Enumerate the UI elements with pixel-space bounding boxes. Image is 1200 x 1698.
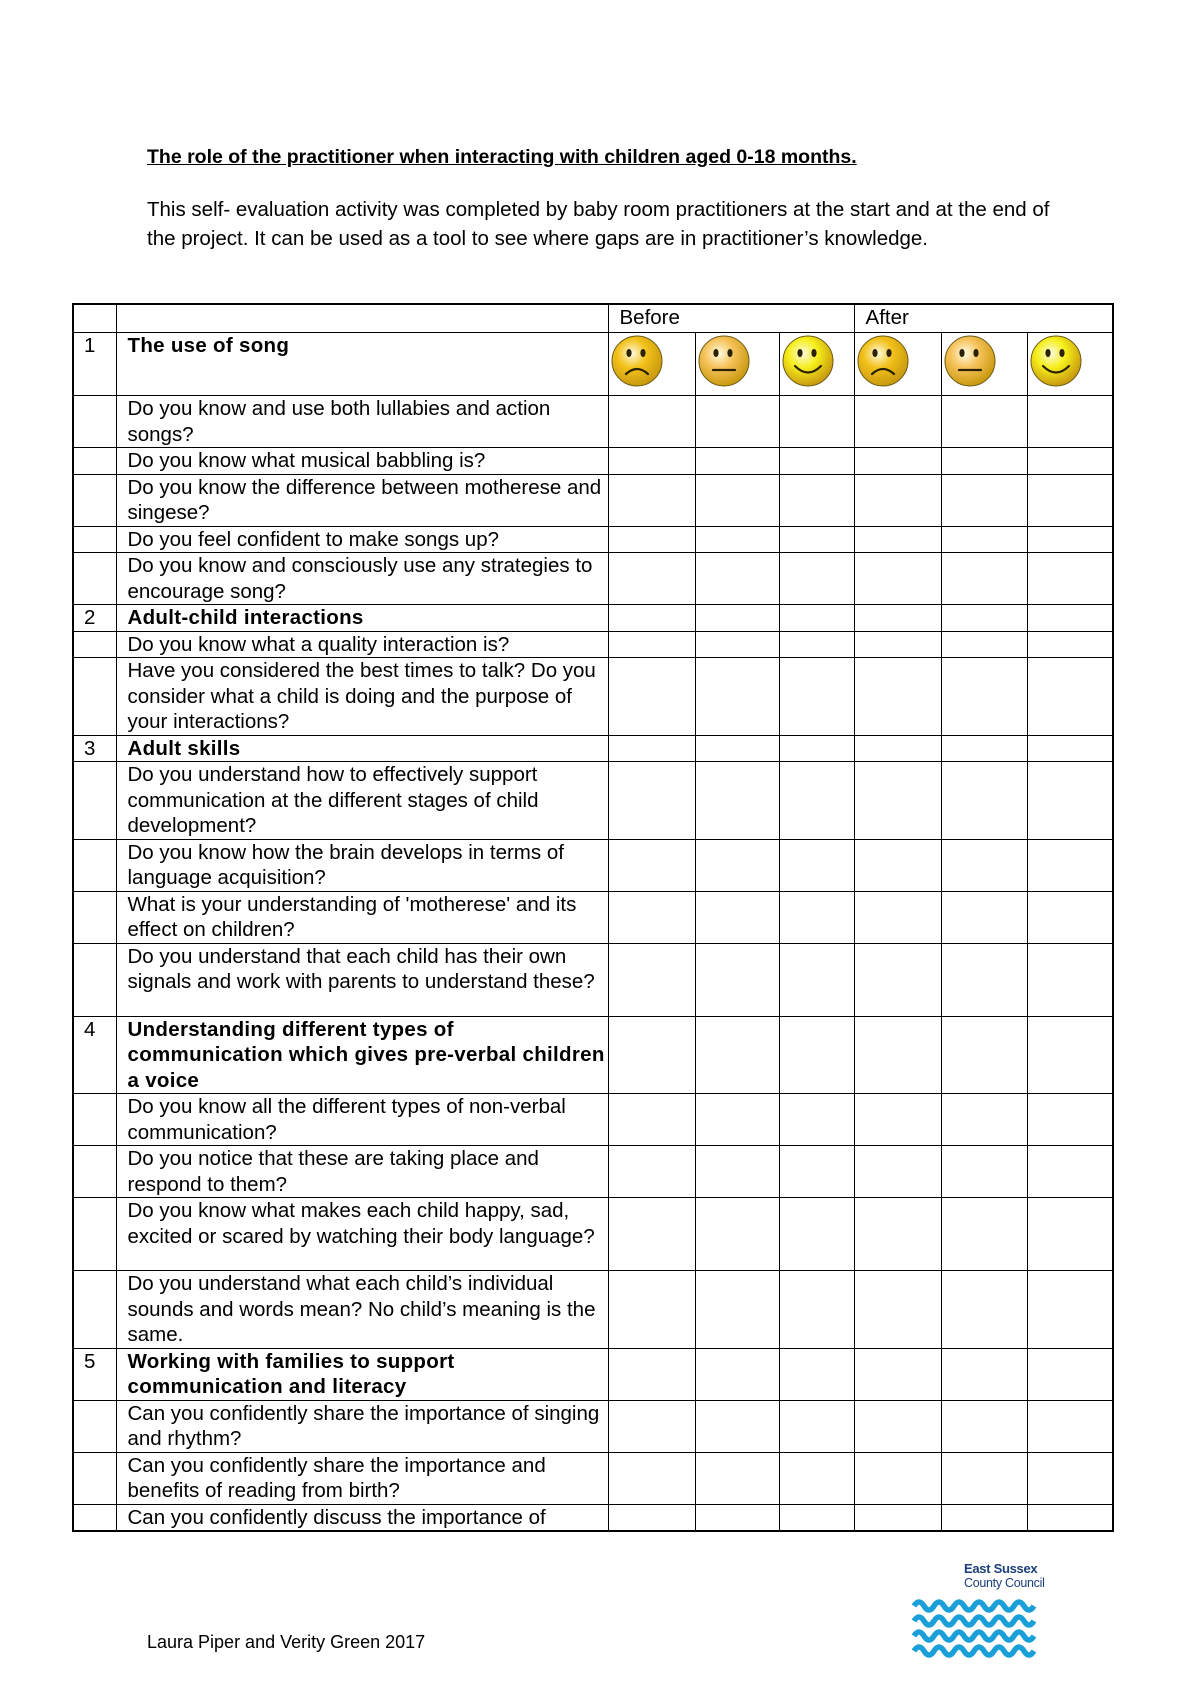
section-title: Adult-child interactions [116, 605, 608, 632]
after-rating-cell[interactable] [854, 448, 941, 475]
before-rating-cell[interactable] [779, 1094, 854, 1146]
after-rating-cell[interactable] [1027, 1271, 1113, 1349]
before-rating-cell [608, 332, 695, 396]
section-title: Adult skills [116, 735, 608, 762]
before-rating-cell[interactable] [779, 762, 854, 840]
before-rating-cell[interactable] [608, 943, 695, 1016]
before-rating-cell[interactable] [779, 605, 854, 632]
before-rating-cell[interactable] [695, 1400, 779, 1452]
sad-face-icon [855, 333, 911, 389]
after-rating-cell[interactable] [854, 605, 941, 632]
before-rating-cell[interactable] [695, 474, 779, 526]
after-rating-cell[interactable] [941, 605, 1027, 632]
section-title: The use of song [116, 332, 608, 396]
after-rating-cell[interactable] [854, 396, 941, 448]
question-text: Can you confidently share the importance of singing and rhythm? [116, 1400, 608, 1452]
after-rating-cell[interactable] [854, 1094, 941, 1146]
after-rating-cell[interactable] [1027, 735, 1113, 762]
after-rating-cell[interactable] [854, 943, 941, 1016]
after-rating-cell[interactable] [1027, 474, 1113, 526]
logo-wordmark: East Sussex County Council [964, 1561, 1045, 1590]
before-rating-cell[interactable] [695, 605, 779, 632]
before-rating-cell[interactable] [695, 396, 779, 448]
after-rating-cell[interactable] [1027, 448, 1113, 475]
after-rating-cell[interactable] [854, 1198, 941, 1271]
after-rating-cell[interactable] [941, 553, 1027, 605]
after-rating-cell[interactable] [854, 526, 941, 553]
after-rating-cell[interactable] [854, 1400, 941, 1452]
before-rating-cell[interactable] [779, 658, 854, 736]
before-rating-cell[interactable] [779, 631, 854, 658]
after-rating-cell[interactable] [1027, 1348, 1113, 1400]
before-rating-cell[interactable] [779, 891, 854, 943]
before-rating-cell[interactable] [695, 735, 779, 762]
before-rating-cell[interactable] [608, 553, 695, 605]
before-rating-cell[interactable] [695, 1198, 779, 1271]
section-number: 5 [73, 1348, 116, 1400]
before-rating-cell[interactable] [779, 448, 854, 475]
question-text: Do you know what a quality interaction is? [116, 631, 608, 658]
after-rating-cell[interactable] [941, 1016, 1027, 1094]
question-text: Do you understand how to effectively support communication at the different stages of child development? [116, 762, 608, 840]
after-rating-cell[interactable] [941, 1400, 1027, 1452]
question-row [73, 474, 1113, 526]
question-text: Do you know and use both lullabies and action songs? [116, 396, 608, 448]
after-rating-cell[interactable] [941, 1348, 1027, 1400]
section-row [73, 605, 1113, 632]
after-rating-cell[interactable] [854, 1016, 941, 1094]
after-rating-cell[interactable] [941, 1094, 1027, 1146]
after-rating-cell[interactable] [941, 631, 1027, 658]
after-rating-cell[interactable] [941, 1198, 1027, 1271]
after-rating-cell[interactable] [1027, 1198, 1113, 1271]
before-rating-cell[interactable] [695, 1271, 779, 1349]
after-rating-cell[interactable] [941, 1504, 1027, 1531]
question-text: Do you notice that these are taking place and respond to them? [116, 1146, 608, 1198]
before-rating-cell [695, 332, 779, 396]
before-rating-cell[interactable] [779, 1504, 854, 1531]
question-row [73, 1198, 1113, 1271]
question-text: Have you considered the best times to talk? Do you consider what a child is doing and the purpose of your interactions? [116, 658, 608, 736]
before-rating-cell[interactable] [779, 1198, 854, 1271]
after-rating-cell [854, 332, 941, 396]
after-rating-cell[interactable] [1027, 1094, 1113, 1146]
before-header: Before [608, 304, 854, 332]
east-sussex-wave-logo-icon [912, 1561, 1037, 1661]
before-rating-cell[interactable] [695, 1348, 779, 1400]
after-rating-cell[interactable] [1027, 1016, 1113, 1094]
question-row [73, 1146, 1113, 1198]
after-rating-cell[interactable] [941, 1146, 1027, 1198]
after-rating-cell[interactable] [941, 1271, 1027, 1349]
footer-credit: Laura Piper and Verity Green 2017 [147, 1632, 426, 1652]
after-rating-cell[interactable] [1027, 526, 1113, 553]
question-text: What is your understanding of 'motherese' and its effect on children? [116, 891, 608, 943]
question-row [73, 1504, 1113, 1531]
after-rating-cell[interactable] [941, 448, 1027, 475]
question-row [73, 1452, 1113, 1504]
intro-paragraph: This self- evaluation activity was completed by baby room practitioners at the start and at the end of the project. It can be used as a tool to see where gaps are in practitioner’s knowledge. [147, 198, 1050, 250]
question-row [73, 943, 1113, 1016]
after-rating-cell[interactable] [941, 891, 1027, 943]
after-rating-cell[interactable] [854, 1452, 941, 1504]
before-rating-cell[interactable] [608, 1198, 695, 1271]
before-rating-cell[interactable] [695, 1146, 779, 1198]
after-rating-cell[interactable] [941, 526, 1027, 553]
before-rating-cell[interactable] [779, 735, 854, 762]
after-rating-cell[interactable] [941, 396, 1027, 448]
before-rating-cell[interactable] [608, 658, 695, 736]
section-row [73, 332, 1113, 396]
before-rating-cell[interactable] [779, 943, 854, 1016]
before-rating-cell[interactable] [608, 474, 695, 526]
before-rating-cell[interactable] [779, 839, 854, 891]
after-rating-cell[interactable] [1027, 1146, 1113, 1198]
question-row [73, 891, 1113, 943]
after-rating-cell[interactable] [941, 762, 1027, 840]
before-rating-cell [779, 332, 854, 396]
before-rating-cell[interactable] [695, 631, 779, 658]
before-rating-cell[interactable] [608, 1348, 695, 1400]
after-rating-cell[interactable] [854, 474, 941, 526]
before-rating-cell[interactable] [779, 526, 854, 553]
after-rating-cell[interactable] [1027, 605, 1113, 632]
after-rating-cell[interactable] [941, 839, 1027, 891]
question-text: Do you know what musical babbling is? [116, 448, 608, 475]
before-rating-cell[interactable] [695, 943, 779, 1016]
question-row [73, 1271, 1113, 1349]
question-text: Do you feel confident to make songs up? [116, 526, 608, 553]
before-rating-cell[interactable] [695, 891, 779, 943]
after-rating-cell[interactable] [1027, 762, 1113, 840]
after-rating-cell[interactable] [854, 631, 941, 658]
question-text: Do you know what makes each child happy, sad, excited or scared by watching their body language? [116, 1198, 608, 1271]
after-rating-cell[interactable] [1027, 553, 1113, 605]
question-text: Do you know all the different types of non-verbal communication? [116, 1094, 608, 1146]
before-rating-cell[interactable] [695, 839, 779, 891]
question-text: Do you know how the brain develops in terms of language acquisition? [116, 839, 608, 891]
before-rating-cell[interactable] [779, 1146, 854, 1198]
section-number: 3 [73, 735, 116, 762]
before-rating-cell[interactable] [695, 553, 779, 605]
before-rating-cell[interactable] [608, 631, 695, 658]
happy-face-icon [780, 333, 836, 389]
happy-face-icon [1028, 333, 1084, 389]
after-rating-cell[interactable] [854, 735, 941, 762]
before-rating-cell[interactable] [608, 1504, 695, 1531]
after-rating-cell[interactable] [1027, 658, 1113, 736]
after-rating-cell[interactable] [1027, 891, 1113, 943]
before-rating-cell[interactable] [608, 1271, 695, 1349]
after-rating-cell[interactable] [854, 553, 941, 605]
before-rating-cell[interactable] [608, 1400, 695, 1452]
before-rating-cell[interactable] [779, 474, 854, 526]
before-rating-cell[interactable] [779, 396, 854, 448]
question-row [73, 396, 1113, 448]
section-row [73, 1016, 1113, 1094]
before-rating-cell[interactable] [608, 1146, 695, 1198]
before-rating-cell[interactable] [608, 396, 695, 448]
question-row [73, 448, 1113, 475]
after-rating-cell[interactable] [1027, 396, 1113, 448]
after-rating-cell[interactable] [1027, 839, 1113, 891]
section-title: Working with families to support communication and literacy [116, 1348, 608, 1400]
question-row [73, 762, 1113, 840]
before-rating-cell[interactable] [779, 1452, 854, 1504]
after-rating-cell[interactable] [1027, 943, 1113, 1016]
before-rating-cell[interactable] [608, 735, 695, 762]
before-rating-cell[interactable] [779, 1016, 854, 1094]
after-rating-cell [1027, 332, 1113, 396]
before-rating-cell[interactable] [695, 658, 779, 736]
before-rating-cell[interactable] [695, 526, 779, 553]
question-row [73, 1400, 1113, 1452]
before-rating-cell[interactable] [779, 1400, 854, 1452]
before-rating-cell[interactable] [608, 891, 695, 943]
before-rating-cell[interactable] [695, 1016, 779, 1094]
before-rating-cell[interactable] [779, 1348, 854, 1400]
before-rating-cell[interactable] [608, 605, 695, 632]
after-rating-cell[interactable] [854, 839, 941, 891]
section-number: 2 [73, 605, 116, 632]
neutral-face-icon [942, 333, 998, 389]
after-rating-cell[interactable] [854, 658, 941, 736]
after-header: After [854, 304, 1113, 332]
header-row [73, 304, 1113, 332]
before-rating-cell[interactable] [695, 1094, 779, 1146]
after-rating-cell[interactable] [854, 1504, 941, 1531]
question-row [73, 553, 1113, 605]
section-number: 4 [73, 1016, 116, 1094]
question-text: Do you understand what each child’s individual sounds and words mean? No child’s meaning is the same. [116, 1271, 608, 1349]
after-rating-cell[interactable] [854, 1348, 941, 1400]
question-row [73, 526, 1113, 553]
before-rating-cell[interactable] [695, 1452, 779, 1504]
section-row [73, 735, 1113, 762]
question-text: Do you know and consciously use any strategies to encourage song? [116, 553, 608, 605]
question-row [73, 658, 1113, 736]
after-rating-cell [941, 332, 1027, 396]
before-rating-cell[interactable] [779, 553, 854, 605]
before-rating-cell[interactable] [695, 1504, 779, 1531]
before-rating-cell[interactable] [608, 526, 695, 553]
question-text: Do you know the difference between motherese and singese? [116, 474, 608, 526]
question-row [73, 1094, 1113, 1146]
after-rating-cell[interactable] [941, 735, 1027, 762]
question-row [73, 839, 1113, 891]
before-rating-cell[interactable] [608, 1452, 695, 1504]
before-rating-cell[interactable] [779, 1271, 854, 1349]
sad-face-icon [609, 333, 665, 389]
after-rating-cell[interactable] [941, 658, 1027, 736]
before-rating-cell[interactable] [695, 762, 779, 840]
section-number: 1 [73, 332, 116, 396]
before-rating-cell[interactable] [608, 1016, 695, 1094]
after-rating-cell[interactable] [941, 943, 1027, 1016]
question-text: Can you confidently discuss the importance of [116, 1504, 608, 1531]
section-row [73, 1348, 1113, 1400]
self-evaluation-table [72, 303, 1114, 1532]
after-rating-cell[interactable] [1027, 1452, 1113, 1504]
before-rating-cell[interactable] [608, 1094, 695, 1146]
after-rating-cell[interactable] [854, 1271, 941, 1349]
after-rating-cell[interactable] [941, 1452, 1027, 1504]
after-rating-cell[interactable] [1027, 1504, 1113, 1531]
after-rating-cell[interactable] [1027, 1400, 1113, 1452]
section-title: Understanding different types of communication which gives pre-verbal children a voice [116, 1016, 608, 1094]
before-rating-cell[interactable] [695, 448, 779, 475]
neutral-face-icon [696, 333, 752, 389]
before-rating-cell[interactable] [608, 448, 695, 475]
question-row [73, 631, 1113, 658]
document-title: The role of the practitioner when interacting with children aged 0-18 months. [147, 146, 857, 168]
after-rating-cell[interactable] [854, 891, 941, 943]
question-text: Do you understand that each child has their own signals and work with parents to understand these? [116, 943, 608, 1016]
before-rating-cell[interactable] [608, 839, 695, 891]
after-rating-cell[interactable] [941, 474, 1027, 526]
question-text: Can you confidently share the importance and benefits of reading from birth? [116, 1452, 608, 1504]
after-rating-cell[interactable] [1027, 631, 1113, 658]
after-rating-cell[interactable] [854, 762, 941, 840]
before-rating-cell[interactable] [608, 762, 695, 840]
after-rating-cell[interactable] [854, 1146, 941, 1198]
